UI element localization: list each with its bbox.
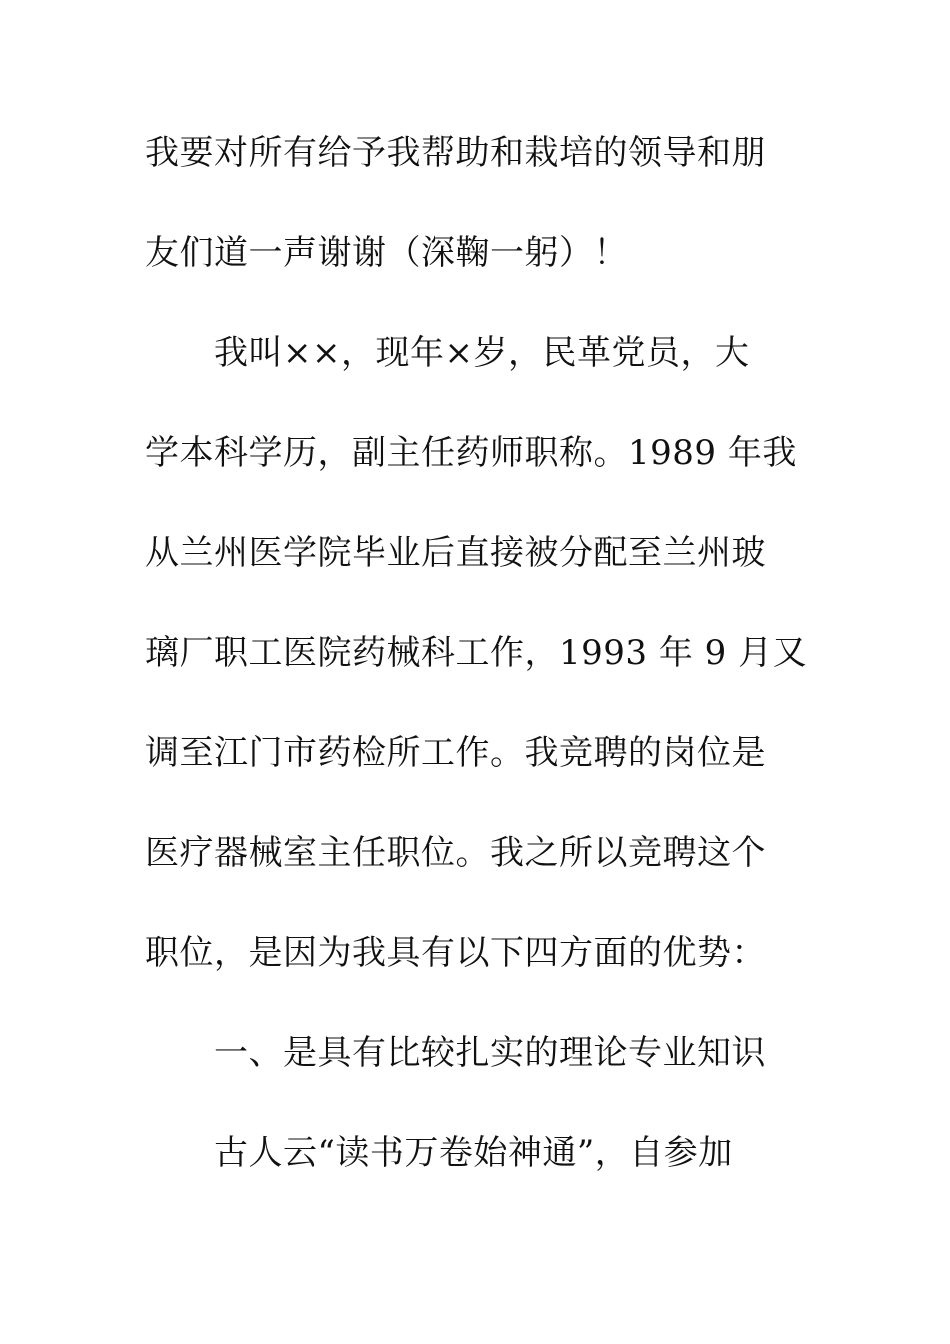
text-line-3: 我叫××，现年×岁，民革党员，大 — [214, 333, 750, 373]
text-line-5: 从兰州医学院毕业后直接被分配至兰州玻 — [145, 533, 766, 573]
text-line-1: 我要对所有给予我帮助和栽培的领导和朋 — [145, 133, 766, 173]
text-line-7: 调至江门市药检所工作。我竞聘的岗位是 — [145, 733, 766, 773]
text-line-9: 职位，是因为我具有以下四方面的优势： — [145, 933, 766, 973]
text-line-8: 医疗器械室主任职位。我之所以竞聘这个 — [145, 833, 766, 873]
text-line-11: 古人云“读书万卷始神通”，自参加 — [214, 1133, 733, 1173]
section-heading-1: 一、是具有比较扎实的理论专业知识 — [214, 1033, 766, 1073]
text-line-2: 友们道一声谢谢（深鞠一躬）！ — [145, 233, 628, 273]
text-line-4: 学本科学历，副主任药师职称。1989 年我 — [145, 433, 797, 473]
text-line-6: 璃厂职工医院药械科工作，1993 年 9 月又 — [145, 633, 808, 673]
